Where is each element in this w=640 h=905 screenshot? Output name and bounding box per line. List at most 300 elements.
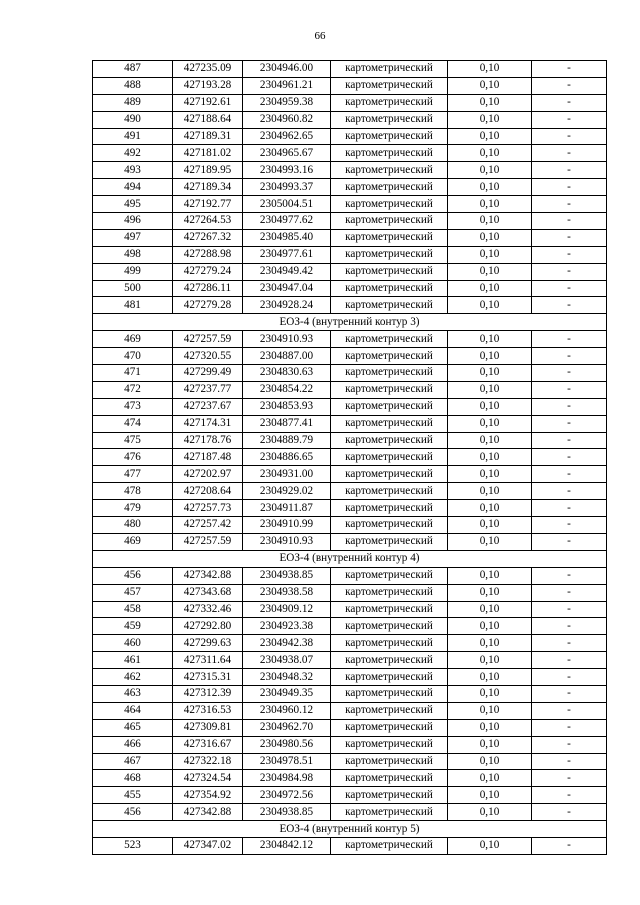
method-cell: картометрический <box>331 94 448 111</box>
point-number-cell: 497 <box>93 229 173 246</box>
point-number-cell: 477 <box>93 466 173 483</box>
x-coordinate-cell: 427342.88 <box>173 804 243 821</box>
accuracy-cell: 0,10 <box>448 770 532 787</box>
accuracy-cell: 0,10 <box>448 432 532 449</box>
accuracy-cell: 0,10 <box>448 466 532 483</box>
point-number-cell: 493 <box>93 162 173 179</box>
x-coordinate-cell: 427237.77 <box>173 381 243 398</box>
description-cell: - <box>532 196 607 213</box>
point-number-cell: 456 <box>93 804 173 821</box>
method-cell: картометрический <box>331 297 448 314</box>
accuracy-cell: 0,10 <box>448 179 532 196</box>
accuracy-cell: 0,10 <box>448 111 532 128</box>
table-row <box>93 483 607 500</box>
point-number-cell: 466 <box>93 736 173 753</box>
description-cell: - <box>532 601 607 618</box>
y-coordinate-cell: 2304911.87 <box>243 500 331 517</box>
x-coordinate-cell: 427267.32 <box>173 229 243 246</box>
method-cell: картометрический <box>331 246 448 263</box>
x-coordinate-cell: 427257.59 <box>173 533 243 550</box>
y-coordinate-cell: 2304910.99 <box>243 517 331 534</box>
point-number-cell: 463 <box>93 685 173 702</box>
y-coordinate-cell: 2304962.70 <box>243 719 331 736</box>
accuracy-cell: 0,10 <box>448 280 532 297</box>
y-coordinate-cell: 2304923.38 <box>243 618 331 635</box>
accuracy-cell: 0,10 <box>448 584 532 601</box>
description-cell: - <box>532 179 607 196</box>
description-cell: - <box>532 719 607 736</box>
y-coordinate-cell: 2304949.42 <box>243 263 331 280</box>
page-number: 66 <box>314 30 326 42</box>
point-number-cell: 491 <box>93 128 173 145</box>
point-number-cell: 464 <box>93 702 173 719</box>
method-cell: картометрический <box>331 145 448 162</box>
y-coordinate-cell: 2304877.41 <box>243 415 331 432</box>
x-coordinate-cell: 427235.09 <box>173 61 243 78</box>
x-coordinate-cell: 427189.31 <box>173 128 243 145</box>
x-coordinate-cell: 427343.68 <box>173 584 243 601</box>
accuracy-cell: 0,10 <box>448 331 532 348</box>
table-row <box>93 94 607 111</box>
accuracy-cell: 0,10 <box>448 702 532 719</box>
table-row <box>93 297 607 314</box>
x-coordinate-cell: 427332.46 <box>173 601 243 618</box>
table-row <box>93 533 607 550</box>
method-cell: картометрический <box>331 770 448 787</box>
y-coordinate-cell: 2304960.82 <box>243 111 331 128</box>
table-row <box>93 500 607 517</box>
description-cell: - <box>532 77 607 94</box>
y-coordinate-cell: 2304938.85 <box>243 567 331 584</box>
accuracy-cell: 0,10 <box>448 787 532 804</box>
table-row <box>93 348 607 365</box>
x-coordinate-cell: 427279.28 <box>173 297 243 314</box>
description-cell: - <box>532 61 607 78</box>
method-cell: картометрический <box>331 111 448 128</box>
accuracy-cell: 0,10 <box>448 246 532 263</box>
table-row <box>93 736 607 753</box>
y-coordinate-cell: 2304886.65 <box>243 449 331 466</box>
x-coordinate-cell: 427192.77 <box>173 196 243 213</box>
method-cell: картометрический <box>331 162 448 179</box>
point-number-cell: 469 <box>93 331 173 348</box>
y-coordinate-cell: 2304984.98 <box>243 770 331 787</box>
point-number-cell: 462 <box>93 669 173 686</box>
table-row <box>93 669 607 686</box>
table-row <box>93 719 607 736</box>
description-cell: - <box>532 483 607 500</box>
accuracy-cell: 0,10 <box>448 348 532 365</box>
y-coordinate-cell: 2304929.02 <box>243 483 331 500</box>
point-number-cell: 479 <box>93 500 173 517</box>
x-coordinate-cell: 427316.67 <box>173 736 243 753</box>
description-cell: - <box>532 128 607 145</box>
accuracy-cell: 0,10 <box>448 669 532 686</box>
description-cell: - <box>532 381 607 398</box>
table-row <box>93 601 607 618</box>
method-cell: картометрический <box>331 398 448 415</box>
x-coordinate-cell: 427237.67 <box>173 398 243 415</box>
description-cell: - <box>532 331 607 348</box>
x-coordinate-cell: 427286.11 <box>173 280 243 297</box>
accuracy-cell: 0,10 <box>448 500 532 517</box>
point-number-cell: 478 <box>93 483 173 500</box>
method-cell: картометрический <box>331 719 448 736</box>
x-coordinate-cell: 427208.64 <box>173 483 243 500</box>
x-coordinate-cell: 427299.63 <box>173 635 243 652</box>
method-cell: картометрический <box>331 466 448 483</box>
description-cell: - <box>532 567 607 584</box>
accuracy-cell: 0,10 <box>448 77 532 94</box>
x-coordinate-cell: 427309.81 <box>173 719 243 736</box>
description-cell: - <box>532 584 607 601</box>
x-coordinate-cell: 427315.31 <box>173 669 243 686</box>
accuracy-cell: 0,10 <box>448 381 532 398</box>
method-cell: картометрический <box>331 449 448 466</box>
point-number-cell: 457 <box>93 584 173 601</box>
table-row <box>93 837 607 854</box>
table-row <box>93 415 607 432</box>
table-row <box>93 652 607 669</box>
y-coordinate-cell: 2304960.12 <box>243 702 331 719</box>
table-row <box>93 635 607 652</box>
point-number-cell: 488 <box>93 77 173 94</box>
point-number-cell: 480 <box>93 517 173 534</box>
point-number-cell: 458 <box>93 601 173 618</box>
x-coordinate-cell: 427192.61 <box>173 94 243 111</box>
description-cell: - <box>532 449 607 466</box>
method-cell: картометрический <box>331 787 448 804</box>
table-row <box>93 280 607 297</box>
accuracy-cell: 0,10 <box>448 94 532 111</box>
x-coordinate-cell: 427316.53 <box>173 702 243 719</box>
description-cell: - <box>532 669 607 686</box>
description-cell: - <box>532 804 607 821</box>
description-cell: - <box>532 145 607 162</box>
accuracy-cell: 0,10 <box>448 449 532 466</box>
method-cell: картометрический <box>331 263 448 280</box>
table-row <box>93 128 607 145</box>
description-cell: - <box>532 432 607 449</box>
section-header-row <box>93 821 607 838</box>
y-coordinate-cell: 2304928.24 <box>243 297 331 314</box>
description-cell: - <box>532 517 607 534</box>
point-number-cell: 470 <box>93 348 173 365</box>
x-coordinate-cell: 427288.98 <box>173 246 243 263</box>
y-coordinate-cell: 2304887.00 <box>243 348 331 365</box>
table-row <box>93 162 607 179</box>
x-coordinate-cell: 427342.88 <box>173 567 243 584</box>
description-cell: - <box>532 466 607 483</box>
point-number-cell: 487 <box>93 61 173 78</box>
point-number-cell: 459 <box>93 618 173 635</box>
method-cell: картометрический <box>331 533 448 550</box>
accuracy-cell: 0,10 <box>448 398 532 415</box>
x-coordinate-cell: 427188.64 <box>173 111 243 128</box>
y-coordinate-cell: 2304909.12 <box>243 601 331 618</box>
y-coordinate-cell: 2304938.85 <box>243 804 331 821</box>
point-number-cell: 523 <box>93 837 173 854</box>
table-row <box>93 381 607 398</box>
y-coordinate-cell: 2304977.61 <box>243 246 331 263</box>
x-coordinate-cell: 427187.48 <box>173 449 243 466</box>
method-cell: картометрический <box>331 365 448 382</box>
y-coordinate-cell: 2305004.51 <box>243 196 331 213</box>
method-cell: картометрический <box>331 635 448 652</box>
point-number-cell: 474 <box>93 415 173 432</box>
table-row <box>93 618 607 635</box>
point-number-cell: 476 <box>93 449 173 466</box>
description-cell: - <box>532 280 607 297</box>
accuracy-cell: 0,10 <box>448 213 532 230</box>
method-cell: картометрический <box>331 179 448 196</box>
accuracy-cell: 0,10 <box>448 229 532 246</box>
accuracy-cell: 0,10 <box>448 297 532 314</box>
method-cell: картометрический <box>331 348 448 365</box>
point-number-cell: 461 <box>93 652 173 669</box>
method-cell: картометрический <box>331 618 448 635</box>
description-cell: - <box>532 753 607 770</box>
x-coordinate-cell: 427189.95 <box>173 162 243 179</box>
accuracy-cell: 0,10 <box>448 635 532 652</box>
description-cell: - <box>532 415 607 432</box>
x-coordinate-cell: 427324.54 <box>173 770 243 787</box>
table-row <box>93 179 607 196</box>
description-cell: - <box>532 702 607 719</box>
description-cell: - <box>532 229 607 246</box>
accuracy-cell: 0,10 <box>448 567 532 584</box>
x-coordinate-cell: 427292.80 <box>173 618 243 635</box>
accuracy-cell: 0,10 <box>448 601 532 618</box>
y-coordinate-cell: 2304949.35 <box>243 685 331 702</box>
description-cell: - <box>532 837 607 854</box>
y-coordinate-cell: 2304959.38 <box>243 94 331 111</box>
table-row <box>93 702 607 719</box>
coordinates-table <box>92 60 607 855</box>
accuracy-cell: 0,10 <box>448 365 532 382</box>
method-cell: картометрический <box>331 77 448 94</box>
x-coordinate-cell: 427279.24 <box>173 263 243 280</box>
description-cell: - <box>532 500 607 517</box>
method-cell: картометрический <box>331 567 448 584</box>
x-coordinate-cell: 427322.18 <box>173 753 243 770</box>
table-row <box>93 196 607 213</box>
table-row <box>93 145 607 162</box>
section-label: ЕОЗ-4 (внутренний контур 4) <box>93 550 607 567</box>
x-coordinate-cell: 427354.92 <box>173 787 243 804</box>
x-coordinate-cell: 427202.97 <box>173 466 243 483</box>
x-coordinate-cell: 427347.02 <box>173 837 243 854</box>
accuracy-cell: 0,10 <box>448 652 532 669</box>
method-cell: картометрический <box>331 702 448 719</box>
table-row <box>93 466 607 483</box>
table-row <box>93 331 607 348</box>
point-number-cell: 469 <box>93 533 173 550</box>
table-row <box>93 804 607 821</box>
method-cell: картометрический <box>331 669 448 686</box>
table-row <box>93 111 607 128</box>
y-coordinate-cell: 2304978.51 <box>243 753 331 770</box>
accuracy-cell: 0,10 <box>448 837 532 854</box>
x-coordinate-cell: 427320.55 <box>173 348 243 365</box>
y-coordinate-cell: 2304830.63 <box>243 365 331 382</box>
point-number-cell: 489 <box>93 94 173 111</box>
method-cell: картометрический <box>331 837 448 854</box>
description-cell: - <box>532 652 607 669</box>
description-cell: - <box>532 348 607 365</box>
table-row <box>93 398 607 415</box>
y-coordinate-cell: 2304931.00 <box>243 466 331 483</box>
y-coordinate-cell: 2304977.62 <box>243 213 331 230</box>
description-cell: - <box>532 365 607 382</box>
accuracy-cell: 0,10 <box>448 61 532 78</box>
table-row <box>93 213 607 230</box>
accuracy-cell: 0,10 <box>448 533 532 550</box>
table-row <box>93 787 607 804</box>
x-coordinate-cell: 427299.49 <box>173 365 243 382</box>
y-coordinate-cell: 2304993.37 <box>243 179 331 196</box>
x-coordinate-cell: 427257.42 <box>173 517 243 534</box>
method-cell: картометрический <box>331 331 448 348</box>
x-coordinate-cell: 427193.28 <box>173 77 243 94</box>
y-coordinate-cell: 2304972.56 <box>243 787 331 804</box>
description-cell: - <box>532 787 607 804</box>
accuracy-cell: 0,10 <box>448 145 532 162</box>
section-label: ЕОЗ-4 (внутренний контур 5) <box>93 821 607 838</box>
coordinates-table-body <box>93 61 607 855</box>
method-cell: картометрический <box>331 500 448 517</box>
table-row <box>93 365 607 382</box>
point-number-cell: 468 <box>93 770 173 787</box>
method-cell: картометрический <box>331 652 448 669</box>
accuracy-cell: 0,10 <box>448 483 532 500</box>
table-row <box>93 61 607 78</box>
y-coordinate-cell: 2304854.22 <box>243 381 331 398</box>
y-coordinate-cell: 2304910.93 <box>243 533 331 550</box>
method-cell: картометрический <box>331 128 448 145</box>
method-cell: картометрический <box>331 381 448 398</box>
accuracy-cell: 0,10 <box>448 719 532 736</box>
y-coordinate-cell: 2304961.21 <box>243 77 331 94</box>
method-cell: картометрический <box>331 432 448 449</box>
table-row <box>93 685 607 702</box>
y-coordinate-cell: 2304965.67 <box>243 145 331 162</box>
method-cell: картометрический <box>331 685 448 702</box>
y-coordinate-cell: 2304946.00 <box>243 61 331 78</box>
section-label: ЕОЗ-4 (внутренний контур 3) <box>93 314 607 331</box>
y-coordinate-cell: 2304910.93 <box>243 331 331 348</box>
description-cell: - <box>532 297 607 314</box>
table-row <box>93 263 607 280</box>
y-coordinate-cell: 2304985.40 <box>243 229 331 246</box>
description-cell: - <box>532 111 607 128</box>
description-cell: - <box>532 94 607 111</box>
accuracy-cell: 0,10 <box>448 736 532 753</box>
y-coordinate-cell: 2304962.65 <box>243 128 331 145</box>
point-number-cell: 498 <box>93 246 173 263</box>
accuracy-cell: 0,10 <box>448 753 532 770</box>
x-coordinate-cell: 427257.59 <box>173 331 243 348</box>
y-coordinate-cell: 2304938.58 <box>243 584 331 601</box>
accuracy-cell: 0,10 <box>448 196 532 213</box>
method-cell: картометрический <box>331 804 448 821</box>
x-coordinate-cell: 427257.73 <box>173 500 243 517</box>
method-cell: картометрический <box>331 517 448 534</box>
method-cell: картометрический <box>331 229 448 246</box>
description-cell: - <box>532 263 607 280</box>
method-cell: картометрический <box>331 415 448 432</box>
point-number-cell: 496 <box>93 213 173 230</box>
table-row <box>93 77 607 94</box>
accuracy-cell: 0,10 <box>448 685 532 702</box>
table-row <box>93 567 607 584</box>
y-coordinate-cell: 2304993.16 <box>243 162 331 179</box>
section-header-row <box>93 550 607 567</box>
table-row <box>93 229 607 246</box>
table-row <box>93 449 607 466</box>
accuracy-cell: 0,10 <box>448 162 532 179</box>
point-number-cell: 499 <box>93 263 173 280</box>
y-coordinate-cell: 2304889.79 <box>243 432 331 449</box>
description-cell: - <box>532 162 607 179</box>
table-row <box>93 753 607 770</box>
point-number-cell: 500 <box>93 280 173 297</box>
point-number-cell: 494 <box>93 179 173 196</box>
method-cell: картометрический <box>331 736 448 753</box>
description-cell: - <box>532 533 607 550</box>
point-number-cell: 490 <box>93 111 173 128</box>
table-row <box>93 517 607 534</box>
accuracy-cell: 0,10 <box>448 263 532 280</box>
accuracy-cell: 0,10 <box>448 128 532 145</box>
y-coordinate-cell: 2304947.04 <box>243 280 331 297</box>
table-row <box>93 584 607 601</box>
method-cell: картометрический <box>331 280 448 297</box>
accuracy-cell: 0,10 <box>448 804 532 821</box>
point-number-cell: 456 <box>93 567 173 584</box>
point-number-cell: 471 <box>93 365 173 382</box>
point-number-cell: 473 <box>93 398 173 415</box>
description-cell: - <box>532 736 607 753</box>
point-number-cell: 475 <box>93 432 173 449</box>
y-coordinate-cell: 2304842.12 <box>243 837 331 854</box>
description-cell: - <box>532 213 607 230</box>
point-number-cell: 465 <box>93 719 173 736</box>
table-row <box>93 432 607 449</box>
point-number-cell: 455 <box>93 787 173 804</box>
method-cell: картометрический <box>331 601 448 618</box>
x-coordinate-cell: 427174.31 <box>173 415 243 432</box>
y-coordinate-cell: 2304853.93 <box>243 398 331 415</box>
point-number-cell: 472 <box>93 381 173 398</box>
x-coordinate-cell: 427311.64 <box>173 652 243 669</box>
accuracy-cell: 0,10 <box>448 618 532 635</box>
table-row <box>93 246 607 263</box>
method-cell: картометрический <box>331 584 448 601</box>
y-coordinate-cell: 2304942.38 <box>243 635 331 652</box>
table-row <box>93 770 607 787</box>
description-cell: - <box>532 770 607 787</box>
description-cell: - <box>532 618 607 635</box>
x-coordinate-cell: 427189.34 <box>173 179 243 196</box>
point-number-cell: 495 <box>93 196 173 213</box>
method-cell: картометрический <box>331 483 448 500</box>
x-coordinate-cell: 427181.02 <box>173 145 243 162</box>
x-coordinate-cell: 427312.39 <box>173 685 243 702</box>
point-number-cell: 481 <box>93 297 173 314</box>
point-number-cell: 492 <box>93 145 173 162</box>
description-cell: - <box>532 635 607 652</box>
